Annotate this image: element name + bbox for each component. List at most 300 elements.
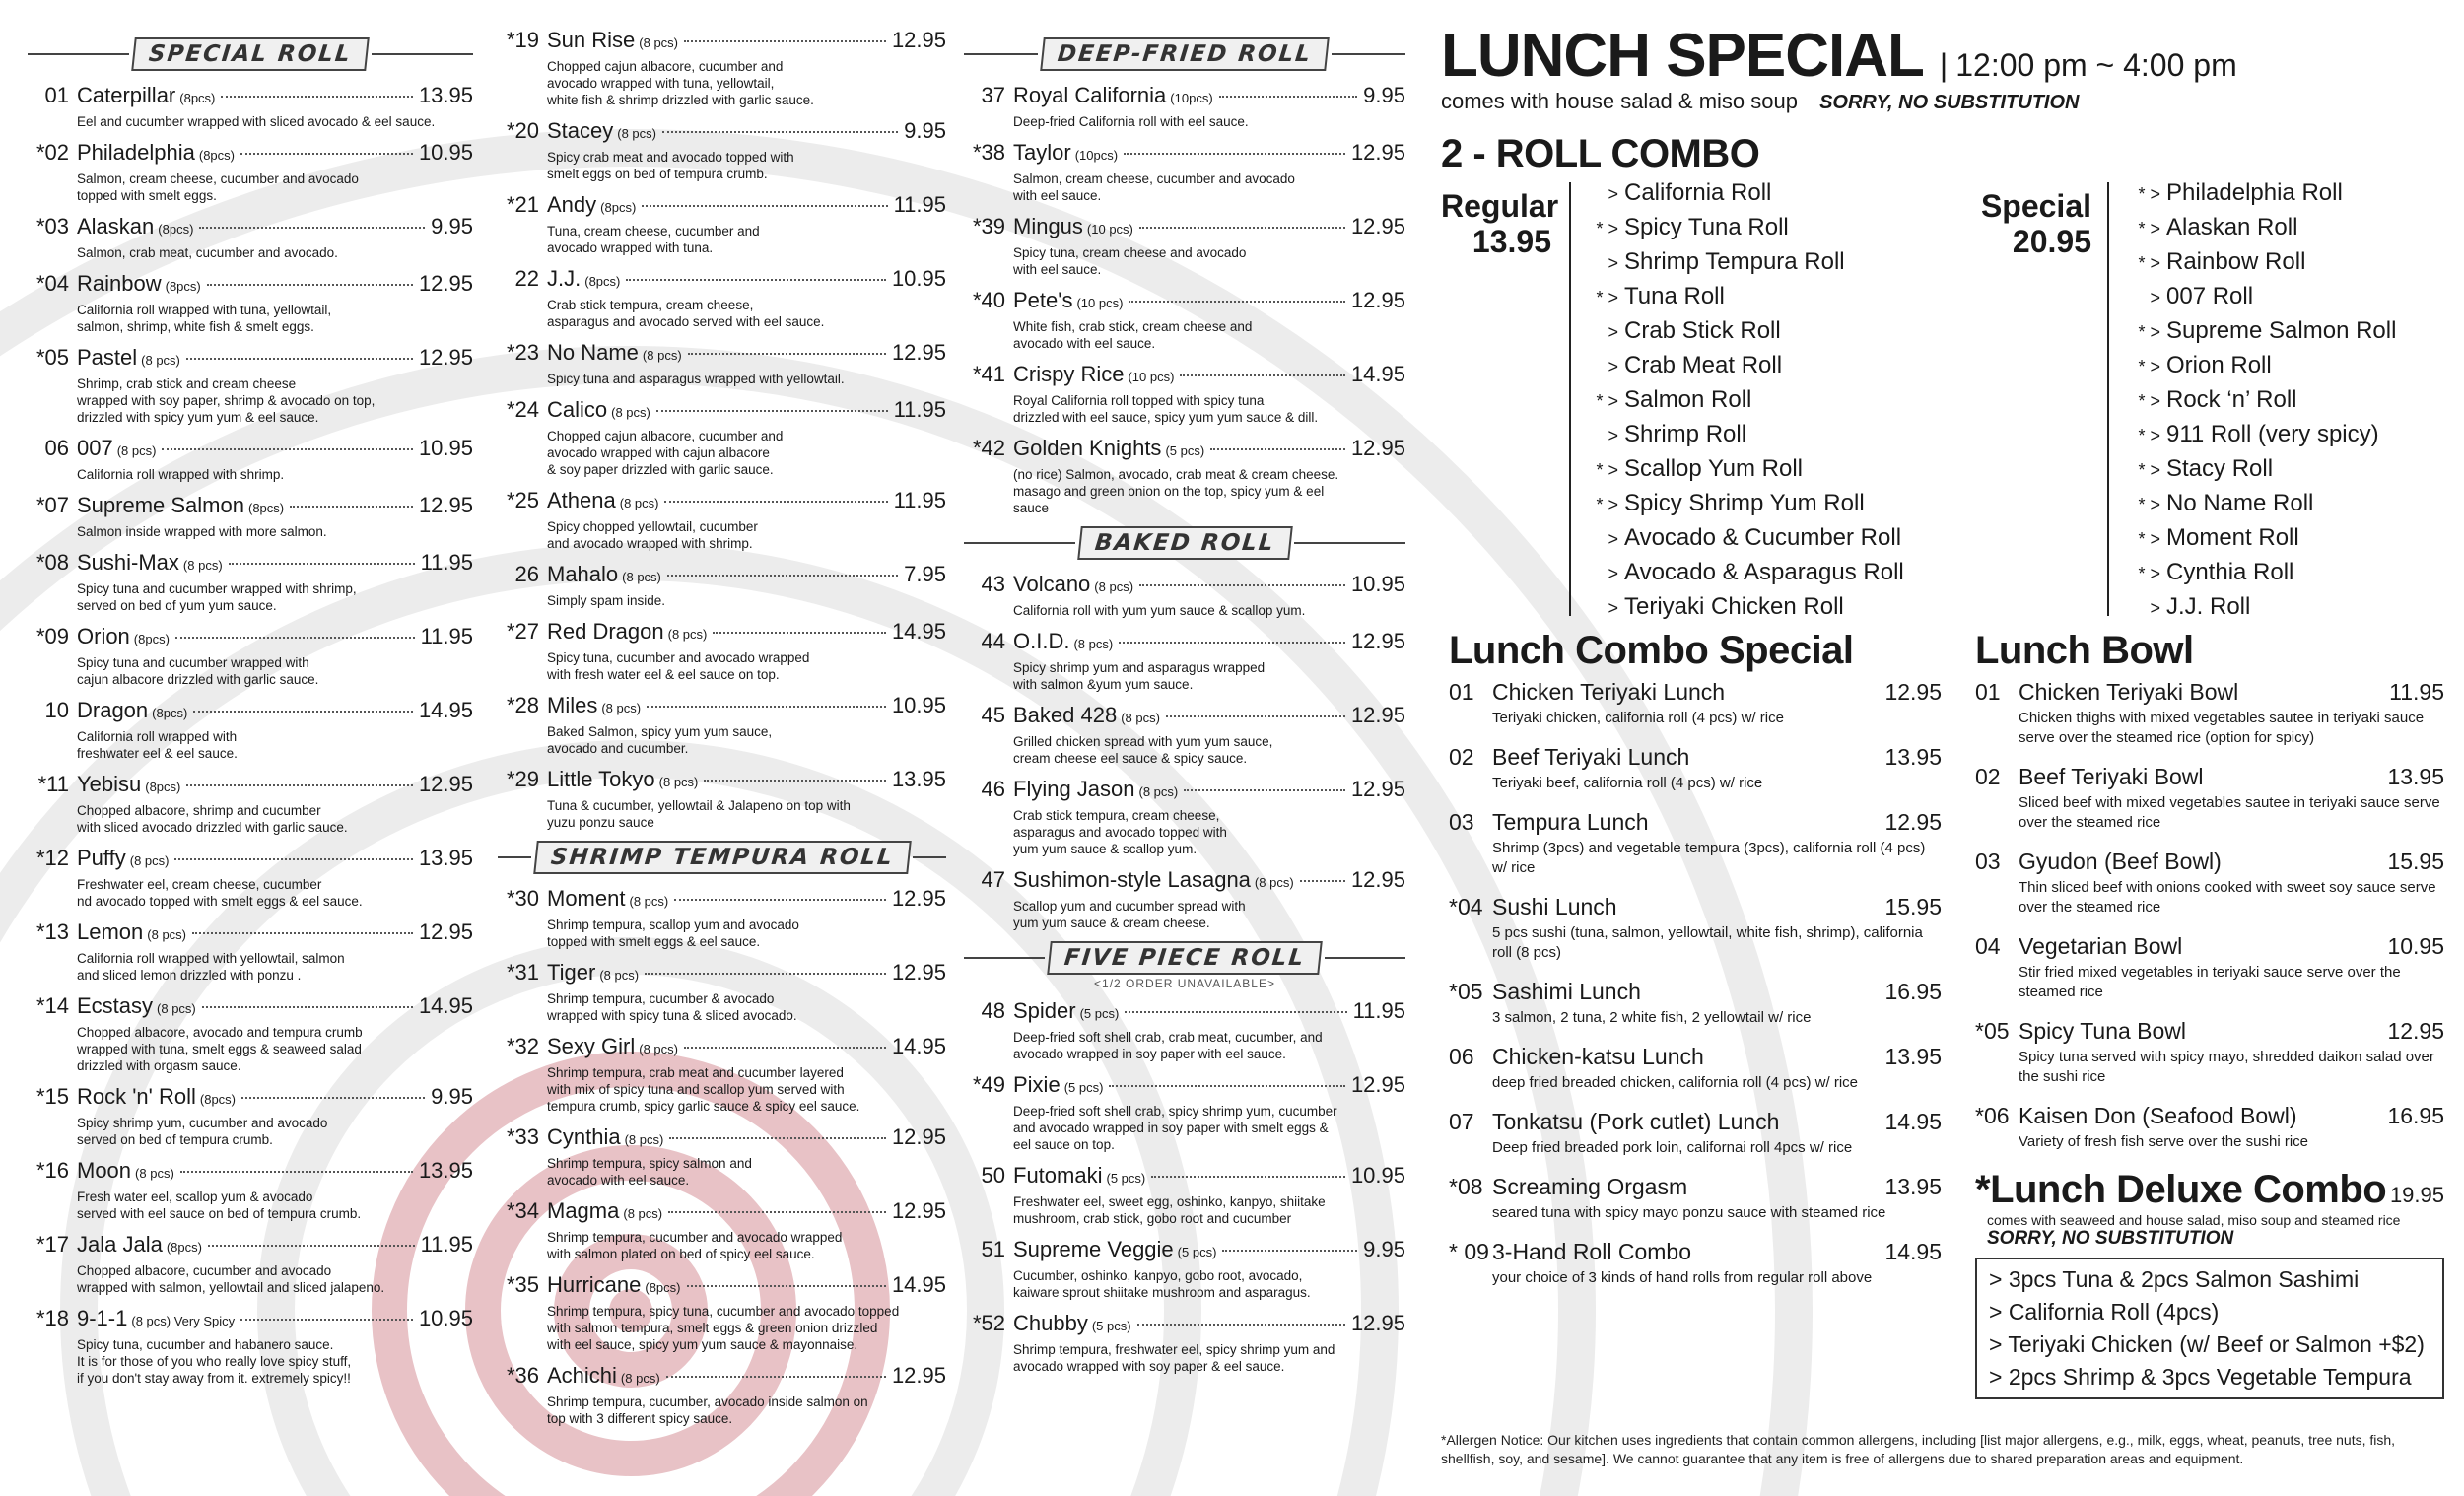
item-name: Chicken Teriyaki Bowl <box>2019 679 2239 705</box>
dot-leader <box>241 1097 425 1099</box>
menu-item-row <box>498 397 946 425</box>
item-name: Pixie <box>1013 1072 1061 1097</box>
roll-marker: * > <box>1596 460 1618 480</box>
menu-item-row <box>964 998 1405 1026</box>
menu-item <box>964 83 1405 130</box>
item-price: 10.95 <box>891 693 946 717</box>
combo-roll-item <box>1579 349 1904 383</box>
item-number: 01 <box>1975 679 2001 705</box>
item-pieces: (8pcs) <box>247 501 285 515</box>
menu-item <box>498 886 946 950</box>
menu-item-row <box>28 550 473 578</box>
item-description: Spicy tuna, cream cheese and avocado with eel sauce. <box>1013 245 1247 277</box>
deep-fried-banner <box>964 37 1405 71</box>
lunch-item <box>1449 809 1942 878</box>
roll-marker: * > <box>2138 184 2160 204</box>
item-description: Spicy shrimp yum, cucumber and avocado served on bed of tempura crumb. <box>77 1116 328 1147</box>
lunch-item <box>1449 744 1942 793</box>
item-number: *35 <box>506 1272 539 1297</box>
lunch-item <box>1975 764 2444 833</box>
item-pieces: (8 pcs) <box>658 775 699 789</box>
item-description: Shrimp (3pcs) and vegetable tempura (3pcs), california roll (4 pcs) w/ rice <box>1492 840 1926 876</box>
menu-item-row <box>28 83 473 110</box>
section-title: BAKED ROLL <box>1077 526 1292 560</box>
item-name: Spicy Tuna Bowl <box>2019 1018 2187 1044</box>
roll-name: 911 Roll (very spicy) <box>2166 421 2379 447</box>
roll-name: Stacy Roll <box>2166 455 2274 482</box>
roll-name: Moment Roll <box>2166 524 2299 551</box>
item-price: 12.95 <box>891 1124 946 1149</box>
deluxe-price: 19.95 <box>2389 1183 2444 1207</box>
item-name: Caterpillar <box>77 83 176 107</box>
item-number: *25 <box>506 488 539 512</box>
item-description: Shrimp tempura, scallop yum and avocado topped with smelt eggs & eel sauce. <box>547 918 799 949</box>
dot-leader <box>1180 374 1345 376</box>
item-description: Spicy chopped yellowtail, cucumber and avocado wrapped with shrimp. <box>547 519 758 551</box>
item-description: Chopped cajun albacore, cucumber and avocado wrapped with tuna, yellowtail, white fish & shrimp drizzled with garlic sauce. <box>547 59 814 107</box>
item-price: 13.95 <box>1884 1044 1942 1069</box>
menu-item <box>964 288 1405 352</box>
combo-roll-item <box>2121 314 2396 349</box>
dot-leader <box>174 858 412 860</box>
menu-item <box>964 777 1405 857</box>
item-name: Beef Teriyaki Bowl <box>2019 764 2204 789</box>
dot-leader <box>1109 1085 1345 1087</box>
dot-leader <box>1219 96 1358 98</box>
dot-leader <box>667 575 898 577</box>
roll-name: Spicy Shrimp Yum Roll <box>1624 490 1865 516</box>
menu-item-row <box>964 436 1405 463</box>
no-substitution-note: SORRY, NO SUBSTITUTION <box>1819 92 2080 113</box>
item-description: Spicy tuna, cucumber and avocado wrapped with fresh water eel & eel sauce on top. <box>547 650 810 682</box>
dot-leader <box>1139 227 1345 229</box>
menu-item-row <box>28 846 473 873</box>
deluxe-item: > 2pcs Shrimp & 3pcs Vegetable Tempura <box>1989 1364 2412 1390</box>
dot-leader <box>656 410 888 412</box>
dot-leader <box>180 1171 413 1173</box>
item-number: *05 <box>1975 1018 2010 1044</box>
menu-item-row <box>964 1237 1405 1264</box>
item-name: Calico <box>547 397 608 422</box>
dot-leader <box>642 205 887 207</box>
lunch-item-row <box>1449 744 1942 771</box>
item-description: Freshwater eel, sweet egg, oshinko, kanpyo, shiitake mushroom, crab stick, gobo root and cucumber <box>1013 1194 1326 1226</box>
menu-item-row <box>498 266 946 294</box>
roll-marker: * > <box>2138 391 2160 411</box>
item-description: California roll wrapped with yellowtail, salmon and sliced lemon drizzled with ponzu . <box>77 951 345 983</box>
menu-item <box>498 266 946 330</box>
item-price: 16.95 <box>1884 979 1942 1004</box>
item-name: Sushi Lunch <box>1492 894 1617 919</box>
item-name: Baked 428 <box>1013 703 1118 727</box>
menu-item-row <box>28 698 473 725</box>
item-pieces: (8 pcs) <box>639 35 679 50</box>
lunch-item-row <box>1975 1103 2444 1129</box>
item-pieces: (8 pcs) <box>157 1001 196 1016</box>
roll-marker: * > <box>1596 288 1618 307</box>
item-name: Gyudon (Beef Bowl) <box>2019 849 2222 874</box>
item-description: Crab stick tempura, cream cheese, asparagus and avocado served with eel sauce. <box>547 298 825 329</box>
menu-item-row <box>498 619 946 646</box>
five-piece-banner <box>964 941 1405 975</box>
item-description: Tuna, cream cheese, cucumber and avocado wrapped with tuna. <box>547 224 760 255</box>
dot-leader <box>1139 584 1345 586</box>
menu-item <box>28 214 473 261</box>
item-price: 12.95 <box>1350 777 1405 801</box>
item-description: Shrimp tempura, freshwater eel, spicy shrimp yum and avocado wrapped with soy paper & eel sauce. <box>1013 1342 1335 1374</box>
roll-marker: > <box>1608 253 1618 273</box>
item-name: Chicken Teriyaki Lunch <box>1492 679 1726 705</box>
menu-item-row <box>964 777 1405 804</box>
dot-leader <box>1129 301 1345 303</box>
lunch-item-row <box>1449 1174 1942 1200</box>
item-description: Spicy crab meat and avocado topped with smelt eggs on bed of tempura crumb. <box>547 150 794 181</box>
dot-leader <box>626 279 886 281</box>
five-piece-list <box>964 998 1405 1375</box>
item-price: 12.95 <box>891 28 946 52</box>
item-pieces: (10 pcs) <box>1076 296 1124 310</box>
menu-item-row <box>28 1158 473 1186</box>
item-description: Spicy tuna and cucumber wrapped with cajun albacore drizzled with garlic sauce. <box>77 655 319 687</box>
roll-marker: > <box>1608 529 1618 549</box>
item-number: *31 <box>506 960 539 985</box>
allergen-notice: *Allergen Notice: Our kitchen uses ingredients that contain common allergens, including [list major allergens, e.g., milk, eggs, wheat, peanuts, tree nuts, fish, shellfish, soy, and sesame]. We cannot guarantee that any item is free of allergens due to shared preparation areas and equipment. <box>1441 1432 2396 1466</box>
item-pieces: (8 pcs) <box>639 1042 678 1056</box>
dot-leader <box>208 1245 415 1247</box>
section-title: SHRIMP TEMPURA ROLL <box>533 841 911 874</box>
item-price: 13.95 <box>891 767 946 791</box>
menu-item <box>28 436 473 483</box>
item-number: *13 <box>35 919 69 944</box>
item-name: Sexy Girl <box>547 1034 636 1058</box>
item-price: 12.95 <box>1350 1072 1405 1097</box>
menu-item-row <box>28 1306 473 1333</box>
lunch-item <box>1975 1018 2444 1087</box>
item-name: Sushimon-style Lasagna <box>1013 867 1251 892</box>
item-price: 11.95 <box>893 488 946 512</box>
menu-item <box>28 83 473 130</box>
item-description: Spicy tuna served with spicy mayo, shredded daikon salad over the sushi rice <box>2019 1049 2434 1085</box>
menu-item <box>498 1272 946 1353</box>
item-number: *36 <box>506 1363 539 1388</box>
deluxe-title: *Lunch Deluxe Combo <box>1975 1168 2387 1211</box>
item-price: 10.95 <box>418 140 473 165</box>
item-pieces: (8 pcs) <box>116 443 157 458</box>
item-description: White fish, crab stick, cream cheese and avocado with eel sauce. <box>1013 319 1253 351</box>
menu-item-row <box>28 214 473 241</box>
item-pieces: (8pcs) <box>584 274 621 289</box>
item-name: Lemon <box>77 919 144 944</box>
combo-roll-item <box>1579 383 1904 418</box>
roll-name: Salmon Roll <box>1624 386 1752 413</box>
item-price: 10.95 <box>891 266 946 291</box>
item-price: 12.95 <box>1350 629 1405 653</box>
roll-name: Alaskan Roll <box>2166 214 2298 240</box>
item-description: Salmon, crab meat, cucumber and avocado. <box>77 245 338 260</box>
item-number: *03 <box>35 214 69 238</box>
item-description: Deep-fried soft shell crab, crab meat, cucumber, and avocado wrapped in soy paper with eel sauce. <box>1013 1030 1323 1061</box>
item-number: *05 <box>1449 979 1483 1004</box>
item-description: California roll wrapped with tuna, yellowtail, salmon, shrimp, white fish & smelt eggs. <box>77 303 332 334</box>
item-pieces: (10pcs) <box>1170 91 1213 105</box>
roll-name: No Name Roll <box>2166 490 2314 516</box>
menu-item-row <box>28 436 473 463</box>
item-description: 5 pcs sushi (tuna, salmon, yellowtail, white fish, shrimp), california roll (8 pcs) <box>1492 924 1923 961</box>
roll-marker: * > <box>2138 253 2160 273</box>
lunch-item-row <box>1449 979 1942 1005</box>
item-number: 02 <box>1449 744 1474 770</box>
roll-name: Rainbow Roll <box>2166 248 2306 275</box>
item-description: Sliced beef with mixed vegetables sautee in teriyaki sauce serve over the steamed rice <box>2019 794 2440 831</box>
item-name: Yebisu <box>77 772 142 796</box>
item-price: 12.95 <box>891 1363 946 1388</box>
item-pieces: (8 pcs) <box>667 627 708 642</box>
item-price: 11.95 <box>2389 679 2444 705</box>
item-description: Shrimp tempura, cucumber, avocado inside salmon on top with 3 different spicy sauce. <box>547 1394 868 1426</box>
item-number: 51 <box>981 1237 1005 1261</box>
item-name: Little Tokyo <box>547 767 655 791</box>
special-roll-list-cont <box>498 28 946 831</box>
dot-leader <box>669 1137 886 1139</box>
roll-marker: * > <box>2138 357 2160 376</box>
menu-item <box>964 1311 1405 1375</box>
menu-item-row <box>498 562 946 589</box>
dot-leader <box>186 784 413 786</box>
item-name: Crispy Rice <box>1013 362 1125 386</box>
lunch-item <box>1449 894 1942 963</box>
roll-marker: * > <box>2138 426 2160 445</box>
item-name: Magma <box>547 1198 620 1223</box>
roll-marker: > <box>1608 184 1618 204</box>
lunch-combo-list <box>1449 679 1942 1288</box>
item-description: Salmon inside wrapped with more salmon. <box>77 524 327 539</box>
item-pieces: (10 pcs) <box>1086 222 1133 237</box>
item-pieces: (8 pcs) <box>622 570 661 584</box>
deluxe-item: > 3pcs Tuna & 2pcs Salmon Sashimi <box>1989 1266 2360 1292</box>
item-price: 12.95 <box>418 271 473 296</box>
roll-name: Philadelphia Roll <box>2166 179 2343 206</box>
item-name: Screaming Orgasm <box>1492 1174 1688 1199</box>
lunch-item-row <box>1975 849 2444 875</box>
item-description: Baked Salmon, spicy yum yum sauce, avocado and cucumber. <box>547 724 773 756</box>
roll-name: Teriyaki Chicken Roll <box>1624 593 1844 620</box>
item-price: 14.95 <box>1350 362 1405 386</box>
item-price: 12.95 <box>418 493 473 517</box>
menu-item <box>28 772 473 836</box>
item-description: Chopped albacore, cucumber and avocado wrapped with salmon, yellowtail and sliced jalapeno. <box>77 1263 385 1295</box>
item-number: *21 <box>506 192 539 217</box>
combo-roll-item <box>2121 280 2396 314</box>
menu-item <box>498 340 946 387</box>
lunch-item <box>1449 679 1942 728</box>
item-description: Chopped albacore, avocado and tempura crumb wrapped with tuna, smelt eggs & seaweed salad drizzled with orgasm sauce. <box>77 1025 363 1073</box>
item-price: 10.95 <box>2387 933 2444 959</box>
dot-leader <box>668 1211 886 1213</box>
item-description: Chicken thighs with mixed vegetables sautee in teriyaki sauce serve over the steamed rice (option for spicy) <box>2019 710 2425 746</box>
item-description: Shrimp, crab stick and cream cheese wrapped with soy paper, shrimp & avocado on top, drizzled with spicy yum yum & eel sauce. <box>77 376 376 425</box>
item-number: 02 <box>1975 764 2001 789</box>
item-description: Shrimp tempura, spicy salmon and avocado with eel sauce. <box>547 1156 752 1188</box>
item-description: California roll wrapped with freshwater eel & eel sauce. <box>77 729 238 761</box>
menu-item-row <box>28 993 473 1021</box>
deluxe-combo <box>1975 1168 2444 1399</box>
item-pieces: (8 pcs) <box>624 1132 664 1147</box>
dot-leader <box>240 153 413 155</box>
item-price: 11.95 <box>420 624 473 648</box>
item-number: *02 <box>35 140 69 165</box>
deluxe-subtitle: comes with seaweed and house salad, miso soup and steamed rice <box>1987 1212 2401 1228</box>
item-price: 9.95 <box>1363 1237 1405 1261</box>
item-number: 45 <box>981 703 1005 727</box>
item-name: Chicken-katsu Lunch <box>1492 1044 1704 1069</box>
combo-roll-item <box>2121 452 2396 487</box>
item-description: Spicy tuna and asparagus wrapped with yellowtail. <box>547 372 845 386</box>
item-description: Salmon, cream cheese, cucumber and avocado with eel sauce. <box>1013 171 1295 203</box>
item-pieces: (8 pcs) <box>642 348 682 363</box>
combo-roll-item <box>2121 349 2396 383</box>
item-name: Golden Knights <box>1013 436 1162 460</box>
lunch-item <box>1975 679 2444 748</box>
menu-item <box>964 140 1405 204</box>
item-number: *14 <box>35 993 69 1018</box>
item-pieces: (8pcs) <box>145 780 181 794</box>
item-number: *17 <box>35 1232 69 1257</box>
menu-item-row <box>498 28 946 55</box>
item-pieces: (10pcs) <box>1074 148 1119 163</box>
menu-item <box>498 28 946 108</box>
deluxe-item: > Teriyaki Chicken (w/ Beef or Salmon +$2) <box>1989 1331 2425 1357</box>
combo-roll-item <box>2121 176 2396 211</box>
roll-combo <box>1441 179 2446 646</box>
roll-name: Rock ‘n’ Roll <box>2166 386 2297 413</box>
item-name: Rainbow <box>77 271 162 296</box>
item-price: 12.95 <box>1884 809 1942 835</box>
dot-leader <box>1222 1250 1357 1252</box>
lunch-item <box>1449 1044 1942 1093</box>
item-name: Dragon <box>77 698 149 722</box>
menu-item <box>28 624 473 688</box>
roll-marker: > <box>1608 598 1618 618</box>
item-price: 12.95 <box>418 345 473 370</box>
column-special-cont <box>498 28 946 1437</box>
column-fried-baked <box>964 28 1405 1385</box>
combo-roll-item <box>1579 314 1904 349</box>
item-pieces: (10 pcs) <box>1128 370 1175 384</box>
lunch-item-row <box>1975 933 2444 960</box>
menu-item-row <box>498 1198 946 1226</box>
special-divider <box>2107 182 2109 616</box>
item-name: 3-Hand Roll Combo <box>1492 1239 1691 1264</box>
item-price: 14.95 <box>1884 1109 1942 1134</box>
combo-roll-item <box>1579 245 1904 280</box>
item-number: *16 <box>35 1158 69 1183</box>
item-pieces: (8 pcs) <box>617 126 656 141</box>
item-price: 12.95 <box>2387 1018 2444 1044</box>
item-price: 12.95 <box>1884 679 1942 705</box>
menu-item-row <box>28 271 473 299</box>
item-price: 15.95 <box>2387 849 2444 874</box>
section-title: DEEP-FRIED ROLL <box>1040 37 1329 71</box>
menu-item-row <box>28 493 473 520</box>
item-pieces: (8 pcs) <box>629 894 669 909</box>
item-price: 13.95 <box>418 1158 473 1183</box>
item-pieces: (8 pcs) <box>129 853 170 868</box>
lunch-subtitle: comes with house salad & miso soup <box>1441 89 1798 113</box>
item-name: O.I.D. <box>1013 629 1070 653</box>
item-description: Deep-fried soft shell crab, spicy shrimp yum, cucumber and avocado wrapped in soy paper with smelt eggs & eel sauce on top. <box>1013 1104 1337 1152</box>
item-name: Tiger <box>547 960 596 985</box>
menu-item-row <box>498 767 946 794</box>
item-number: 48 <box>981 998 1005 1023</box>
lunch-item <box>1449 1239 1942 1288</box>
item-number: 47 <box>981 867 1005 892</box>
menu-item-row <box>498 693 946 720</box>
deluxe-items-box <box>1975 1258 2444 1399</box>
roll-marker: * > <box>1596 219 1618 238</box>
dot-leader <box>666 1376 886 1378</box>
item-pieces: (8 pcs) <box>141 353 180 368</box>
lunch-item-row <box>1975 764 2444 790</box>
item-name: Kaisen Don (Seafood Bowl) <box>2019 1103 2297 1128</box>
item-pieces: (8 pcs) <box>135 1166 174 1181</box>
dot-leader <box>674 899 886 901</box>
item-price: 14.95 <box>891 619 946 644</box>
dot-leader <box>186 358 413 360</box>
item-number: 04 <box>1975 933 2001 959</box>
regular-tier <box>1441 188 1559 259</box>
regular-label: Regular <box>1441 188 1559 224</box>
item-number: *39 <box>972 214 1005 238</box>
roll-name: Cynthia Roll <box>2166 559 2294 585</box>
dot-leader <box>713 632 886 634</box>
dot-leader <box>240 1319 413 1321</box>
item-pieces: (8pcs) <box>199 1092 237 1107</box>
menu-item-row <box>964 572 1405 599</box>
item-description: seared tuna with spicy mayo ponzu sauce with steamed rice <box>1492 1204 1886 1221</box>
item-description: Simply spam inside. <box>547 593 666 608</box>
item-name: Sushi-Max <box>77 550 179 575</box>
item-number: 43 <box>981 572 1005 596</box>
menu-item-row <box>28 1232 473 1259</box>
item-number: *20 <box>506 118 539 143</box>
roll-name: Avocado & Asparagus Roll <box>1624 559 1904 585</box>
item-description: Deep-fried California roll with eel sauce. <box>1013 114 1249 129</box>
menu-item-row <box>964 83 1405 110</box>
menu-item <box>28 1306 473 1387</box>
menu-item <box>28 698 473 762</box>
item-description: Spicy shrimp yum and asparagus wrapped with salmon &yum yum sauce. <box>1013 660 1266 692</box>
menu-item <box>964 867 1405 931</box>
lunch-item <box>1975 849 2444 918</box>
menu-item-row <box>498 1124 946 1152</box>
dot-leader <box>175 637 415 639</box>
item-description: Grilled chicken spread with yum yum sauce, cream cheese eel sauce & spicy sauce. <box>1013 734 1273 766</box>
combo-roll-item <box>2121 245 2396 280</box>
roll-name: Shrimp Roll <box>1624 421 1747 447</box>
lunch-item <box>1449 1174 1942 1223</box>
item-number: 06 <box>1449 1044 1474 1069</box>
special-label: Special <box>1980 188 2091 224</box>
menu-item-row <box>498 488 946 515</box>
item-description: Teriyaki chicken, california roll (4 pcs) w/ rice <box>1492 710 1784 726</box>
shrimp-tempura-list <box>498 886 946 1427</box>
item-price: 11.95 <box>420 550 473 575</box>
item-description: Teriyaki beef, california roll (4 pcs) w/ rice <box>1492 775 1763 791</box>
item-description: Deep fried breaded pork loin, californai roll 4pcs w/ rice <box>1492 1139 1853 1156</box>
roll-marker: > <box>1608 426 1618 445</box>
lunch-item-row <box>1449 1239 1942 1265</box>
menu-item-row <box>964 1311 1405 1338</box>
